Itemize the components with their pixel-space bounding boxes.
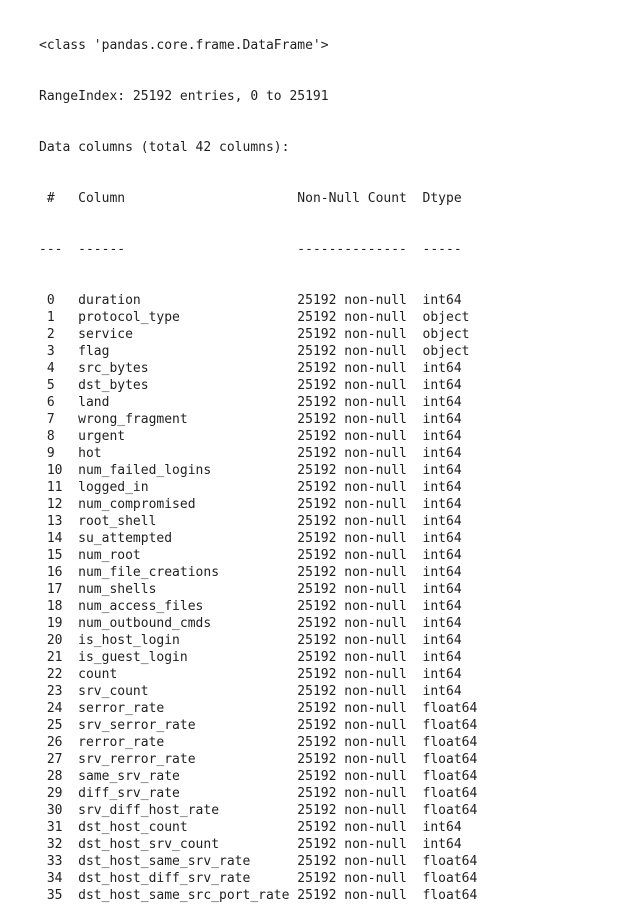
row-index: 9 <box>39 446 79 461</box>
row-non-null-count: 25192 non-null <box>297 650 423 665</box>
header-non-null: Non-Null Count <box>297 191 423 206</box>
row-non-null-count: 25192 non-null <box>297 888 423 903</box>
row-column-name: dst_host_srv_count <box>78 837 298 852</box>
range-index-line: RangeIndex: 25192 entries, 0 to 25191 <box>39 89 329 104</box>
table-row <box>39 717 477 734</box>
row-dtype: int64 <box>422 684 462 699</box>
row-dtype: int64 <box>422 293 462 308</box>
row-column-name: protocol_type <box>78 310 298 325</box>
row-index: 34 <box>39 871 79 886</box>
separator-non-null: -------------- <box>297 242 423 257</box>
row-non-null-count: 25192 non-null <box>297 514 423 529</box>
table-row <box>39 547 477 564</box>
table-row <box>39 581 477 598</box>
row-column-name: flag <box>78 344 298 359</box>
row-dtype: object <box>422 327 470 342</box>
row-index: 29 <box>39 786 79 801</box>
row-non-null-count: 25192 non-null <box>297 327 423 342</box>
table-row <box>39 785 477 802</box>
row-column-name: land <box>78 395 298 410</box>
row-column-name: urgent <box>78 429 298 444</box>
row-index: 2 <box>39 327 79 342</box>
row-dtype: float64 <box>422 786 478 801</box>
row-dtype: int64 <box>422 361 462 376</box>
row-index: 8 <box>39 429 79 444</box>
row-non-null-count: 25192 non-null <box>297 667 423 682</box>
table-row <box>39 751 477 768</box>
row-dtype: float64 <box>422 803 478 818</box>
dataframe-info-output <box>39 3 477 921</box>
row-non-null-count: 25192 non-null <box>297 310 423 325</box>
row-index: 14 <box>39 531 79 546</box>
table-row <box>39 819 477 836</box>
table-row <box>39 411 477 428</box>
row-dtype: float64 <box>422 769 478 784</box>
row-dtype: int64 <box>422 480 462 495</box>
row-column-name: wrong_fragment <box>78 412 298 427</box>
row-index: 35 <box>39 888 79 903</box>
table-row <box>39 700 477 717</box>
row-dtype: object <box>422 310 470 325</box>
row-index: 11 <box>39 480 79 495</box>
row-dtype: int64 <box>422 667 462 682</box>
row-index: 30 <box>39 803 79 818</box>
row-column-name: rerror_rate <box>78 735 298 750</box>
row-non-null-count: 25192 non-null <box>297 786 423 801</box>
table-row <box>39 632 477 649</box>
row-column-name: is_guest_login <box>78 650 298 665</box>
row-dtype: int64 <box>422 497 462 512</box>
row-column-name: root_shell <box>78 514 298 529</box>
row-index: 24 <box>39 701 79 716</box>
row-column-name: serror_rate <box>78 701 298 716</box>
row-non-null-count: 25192 non-null <box>297 480 423 495</box>
row-index: 27 <box>39 752 79 767</box>
row-dtype: int64 <box>422 616 462 631</box>
row-column-name: num_root <box>78 548 298 563</box>
row-dtype: int64 <box>422 565 462 580</box>
row-non-null-count: 25192 non-null <box>297 378 423 393</box>
header-num: # <box>39 191 79 206</box>
table-row <box>39 598 477 615</box>
row-non-null-count: 25192 non-null <box>297 361 423 376</box>
row-index: 26 <box>39 735 79 750</box>
row-column-name: dst_host_diff_srv_rate <box>78 871 298 886</box>
table-row <box>39 496 477 513</box>
row-index: 32 <box>39 837 79 852</box>
row-non-null-count: 25192 non-null <box>297 293 423 308</box>
row-column-name: src_bytes <box>78 361 298 376</box>
row-column-name: service <box>78 327 298 342</box>
row-non-null-count: 25192 non-null <box>297 769 423 784</box>
table-row <box>39 802 477 819</box>
row-index: 31 <box>39 820 79 835</box>
table-row <box>39 428 477 445</box>
row-column-name: srv_rerror_rate <box>78 752 298 767</box>
separator-dtype: ----- <box>422 242 462 257</box>
row-index: 4 <box>39 361 79 376</box>
row-column-name: srv_diff_host_rate <box>78 803 298 818</box>
row-index: 5 <box>39 378 79 393</box>
row-index: 17 <box>39 582 79 597</box>
row-non-null-count: 25192 non-null <box>297 735 423 750</box>
row-dtype: int64 <box>422 378 462 393</box>
row-non-null-count: 25192 non-null <box>297 752 423 767</box>
row-non-null-count: 25192 non-null <box>297 429 423 444</box>
table-row <box>39 683 477 700</box>
row-non-null-count: 25192 non-null <box>297 837 423 852</box>
row-index: 3 <box>39 344 79 359</box>
table-separator <box>39 241 477 258</box>
data-columns-line: Data columns (total 42 columns): <box>39 140 290 155</box>
table-row <box>39 530 477 547</box>
row-index: 21 <box>39 650 79 665</box>
row-non-null-count: 25192 non-null <box>297 633 423 648</box>
row-column-name: same_srv_rate <box>78 769 298 784</box>
row-column-name: count <box>78 667 298 682</box>
row-non-null-count: 25192 non-null <box>297 531 423 546</box>
row-column-name: srv_serror_rate <box>78 718 298 733</box>
row-index: 0 <box>39 293 79 308</box>
row-non-null-count: 25192 non-null <box>297 463 423 478</box>
table-row <box>39 445 477 462</box>
row-index: 20 <box>39 633 79 648</box>
row-column-name: duration <box>78 293 298 308</box>
row-column-name: num_failed_logins <box>78 463 298 478</box>
row-dtype: int64 <box>422 633 462 648</box>
table-row <box>39 377 477 394</box>
row-dtype: int64 <box>422 514 462 529</box>
table-row <box>39 887 477 904</box>
class-line: <class 'pandas.core.frame.DataFrame'> <box>39 38 329 53</box>
row-non-null-count: 25192 non-null <box>297 718 423 733</box>
row-dtype: int64 <box>422 650 462 665</box>
row-dtype: int64 <box>422 599 462 614</box>
row-index: 1 <box>39 310 79 325</box>
row-non-null-count: 25192 non-null <box>297 854 423 869</box>
table-body <box>39 292 477 904</box>
row-index: 28 <box>39 769 79 784</box>
row-column-name: is_host_login <box>78 633 298 648</box>
row-index: 15 <box>39 548 79 563</box>
row-column-name: dst_host_count <box>78 820 298 835</box>
header-dtype: Dtype <box>422 191 462 206</box>
row-index: 23 <box>39 684 79 699</box>
row-dtype: int64 <box>422 820 462 835</box>
row-column-name: su_attempted <box>78 531 298 546</box>
row-dtype: int64 <box>422 395 462 410</box>
row-non-null-count: 25192 non-null <box>297 820 423 835</box>
table-row <box>39 326 477 343</box>
row-index: 18 <box>39 599 79 614</box>
row-dtype: float64 <box>422 871 478 886</box>
row-dtype: int64 <box>422 429 462 444</box>
row-dtype: int64 <box>422 463 462 478</box>
table-row <box>39 394 477 411</box>
separator-num: --- <box>39 242 79 257</box>
row-dtype: int64 <box>422 531 462 546</box>
row-non-null-count: 25192 non-null <box>297 701 423 716</box>
row-dtype: int64 <box>422 837 462 852</box>
table-header <box>39 190 477 207</box>
row-index: 13 <box>39 514 79 529</box>
row-column-name: num_shells <box>78 582 298 597</box>
row-dtype: int64 <box>422 582 462 597</box>
row-non-null-count: 25192 non-null <box>297 446 423 461</box>
table-row <box>39 292 477 309</box>
row-dtype: float64 <box>422 718 478 733</box>
row-dtype: float64 <box>422 701 478 716</box>
header-column: Column <box>78 191 298 206</box>
row-index: 33 <box>39 854 79 869</box>
row-column-name: dst_host_same_src_port_rate <box>78 888 298 903</box>
row-dtype: int64 <box>422 548 462 563</box>
row-column-name: num_file_creations <box>78 565 298 580</box>
row-column-name: num_compromised <box>78 497 298 512</box>
table-row <box>39 479 477 496</box>
row-index: 10 <box>39 463 79 478</box>
row-non-null-count: 25192 non-null <box>297 582 423 597</box>
table-row <box>39 360 477 377</box>
row-non-null-count: 25192 non-null <box>297 395 423 410</box>
table-row <box>39 462 477 479</box>
row-non-null-count: 25192 non-null <box>297 599 423 614</box>
row-dtype: float64 <box>422 752 478 767</box>
row-non-null-count: 25192 non-null <box>297 548 423 563</box>
row-index: 6 <box>39 395 79 410</box>
row-non-null-count: 25192 non-null <box>297 497 423 512</box>
table-row <box>39 343 477 360</box>
table-row <box>39 309 477 326</box>
row-dtype: object <box>422 344 470 359</box>
table-row <box>39 870 477 887</box>
row-non-null-count: 25192 non-null <box>297 803 423 818</box>
table-row <box>39 734 477 751</box>
table-row <box>39 666 477 683</box>
row-dtype: int64 <box>422 446 462 461</box>
row-column-name: srv_count <box>78 684 298 699</box>
table-row <box>39 615 477 632</box>
row-non-null-count: 25192 non-null <box>297 871 423 886</box>
row-non-null-count: 25192 non-null <box>297 412 423 427</box>
separator-column: ------ <box>78 242 298 257</box>
row-dtype: float64 <box>422 888 478 903</box>
row-dtype: float64 <box>422 854 478 869</box>
row-index: 7 <box>39 412 79 427</box>
row-index: 22 <box>39 667 79 682</box>
table-row <box>39 564 477 581</box>
row-column-name: hot <box>78 446 298 461</box>
row-column-name: num_outbound_cmds <box>78 616 298 631</box>
row-column-name: logged_in <box>78 480 298 495</box>
row-column-name: diff_srv_rate <box>78 786 298 801</box>
row-index: 16 <box>39 565 79 580</box>
row-non-null-count: 25192 non-null <box>297 616 423 631</box>
table-row <box>39 768 477 785</box>
row-index: 19 <box>39 616 79 631</box>
table-row <box>39 836 477 853</box>
table-row <box>39 853 477 870</box>
row-dtype: int64 <box>422 412 462 427</box>
row-non-null-count: 25192 non-null <box>297 684 423 699</box>
table-row <box>39 649 477 666</box>
row-dtype: float64 <box>422 735 478 750</box>
row-non-null-count: 25192 non-null <box>297 565 423 580</box>
row-column-name: dst_bytes <box>78 378 298 393</box>
row-index: 12 <box>39 497 79 512</box>
row-column-name: dst_host_same_srv_rate <box>78 854 298 869</box>
row-column-name: num_access_files <box>78 599 298 614</box>
row-index: 25 <box>39 718 79 733</box>
table-row <box>39 513 477 530</box>
row-non-null-count: 25192 non-null <box>297 344 423 359</box>
